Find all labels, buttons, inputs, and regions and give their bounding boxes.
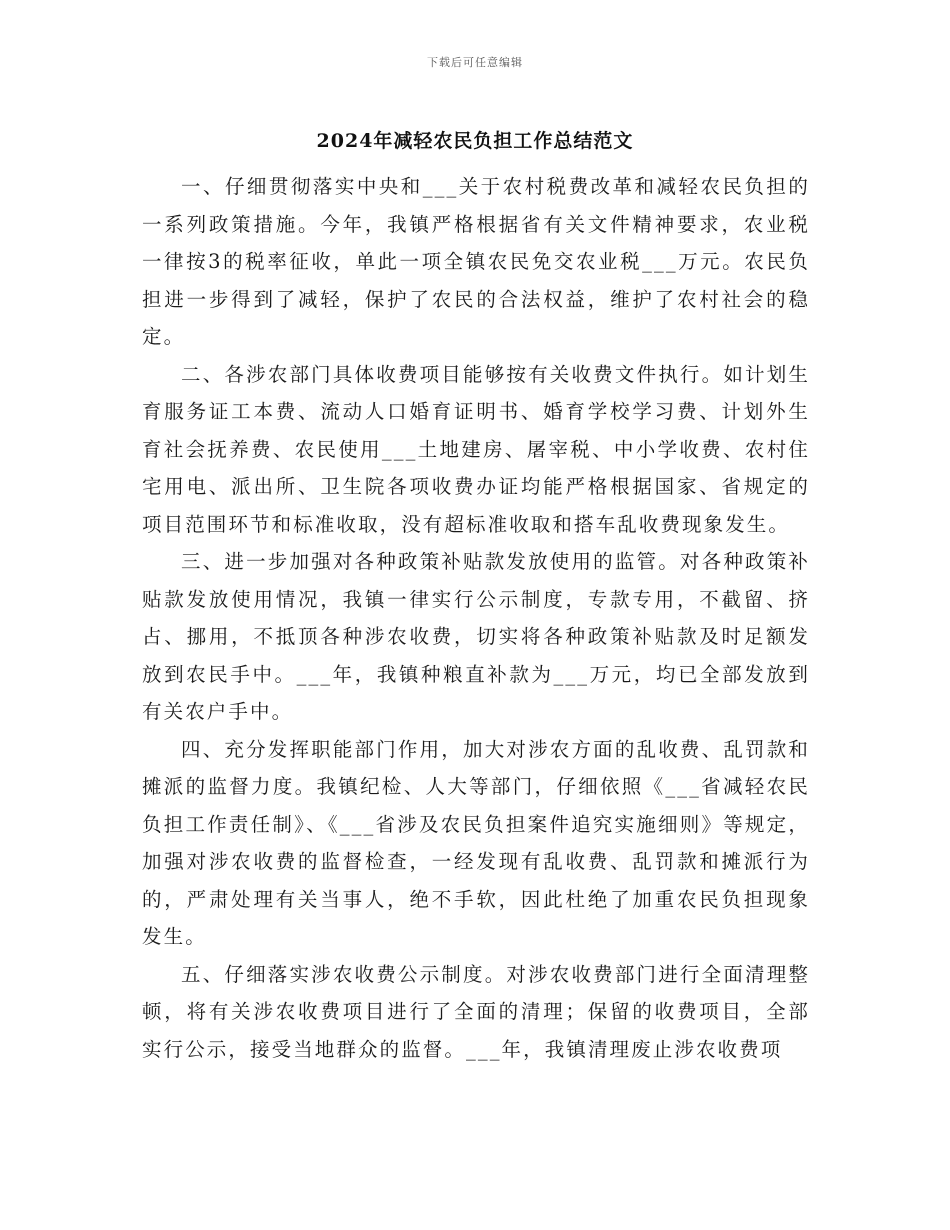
paragraph-4: 四、充分发挥职能部门作用，加大对涉农方面的乱收费、乱罚款和摊派的监督力度。我镇纪检、人大等部门，仔细依照《___省减轻农民负担工作责任制》、《___省涉及农民负担案件追究实施细则》等规定，加强对涉农收费的监督检查，一经发现有乱收费、乱罚款和摊派行为的，严肃处理有关当事人，绝不手软，因此杜绝了加重农民负担现象发生。 bbox=[142, 737, 810, 948]
document-title: 2024年减轻农民负担工作总结范文 bbox=[316, 130, 634, 152]
paragraph-2: 二、各涉农部门具体收费项目能够按有关收费文件执行。如计划生育服务证工本费、流动人口婚育证明书、婚育学校学习费、计划外生育社会抚养费、农民使用___土地建房、屠宰税、中小学收费、农村住宅用电、派出所、卫生院各项收费办证均能严格根据国家、省规定的项目范围环节和标准收取，没有超标准收取和搭车乱收费现象发生。 bbox=[142, 362, 810, 536]
document-body bbox=[142, 168, 810, 1068]
paragraph-1: 一、仔细贯彻落实中央和___关于农村税费改革和减轻农民负担的一系列政策措施。今年，我镇严格根据省有关文件精神要求，农业税一律按3的税率征收，单此一项全镇农民免交农业税___万元。农民负担进一步得到了减轻，保护了农民的合法权益，维护了农村社会的稳定。 bbox=[142, 175, 810, 348]
page-header-note: 下载后可任意编辑 bbox=[427, 56, 523, 69]
paragraph-5: 五、仔细落实涉农收费公示制度。对涉农收费部门进行全面清理整顿，将有关涉农收费项目进行了全面的清理；保留的收费项目，全部实行公示，接受当地群众的监督。___年，我镇清理废止涉农收费项 bbox=[142, 962, 810, 1061]
paragraph-3: 三、进一步加强对各种政策补贴款发放使用的监管。对各种政策补贴款发放使用情况，我镇一律实行公示制度，专款专用，不截留、挤占、挪用，不抵顶各种涉农收费，切实将各种政策补贴款及时足额发放到农民手中。___年，我镇种粮直补款为___万元，均已全部发放到有关农户手中。 bbox=[142, 550, 810, 723]
